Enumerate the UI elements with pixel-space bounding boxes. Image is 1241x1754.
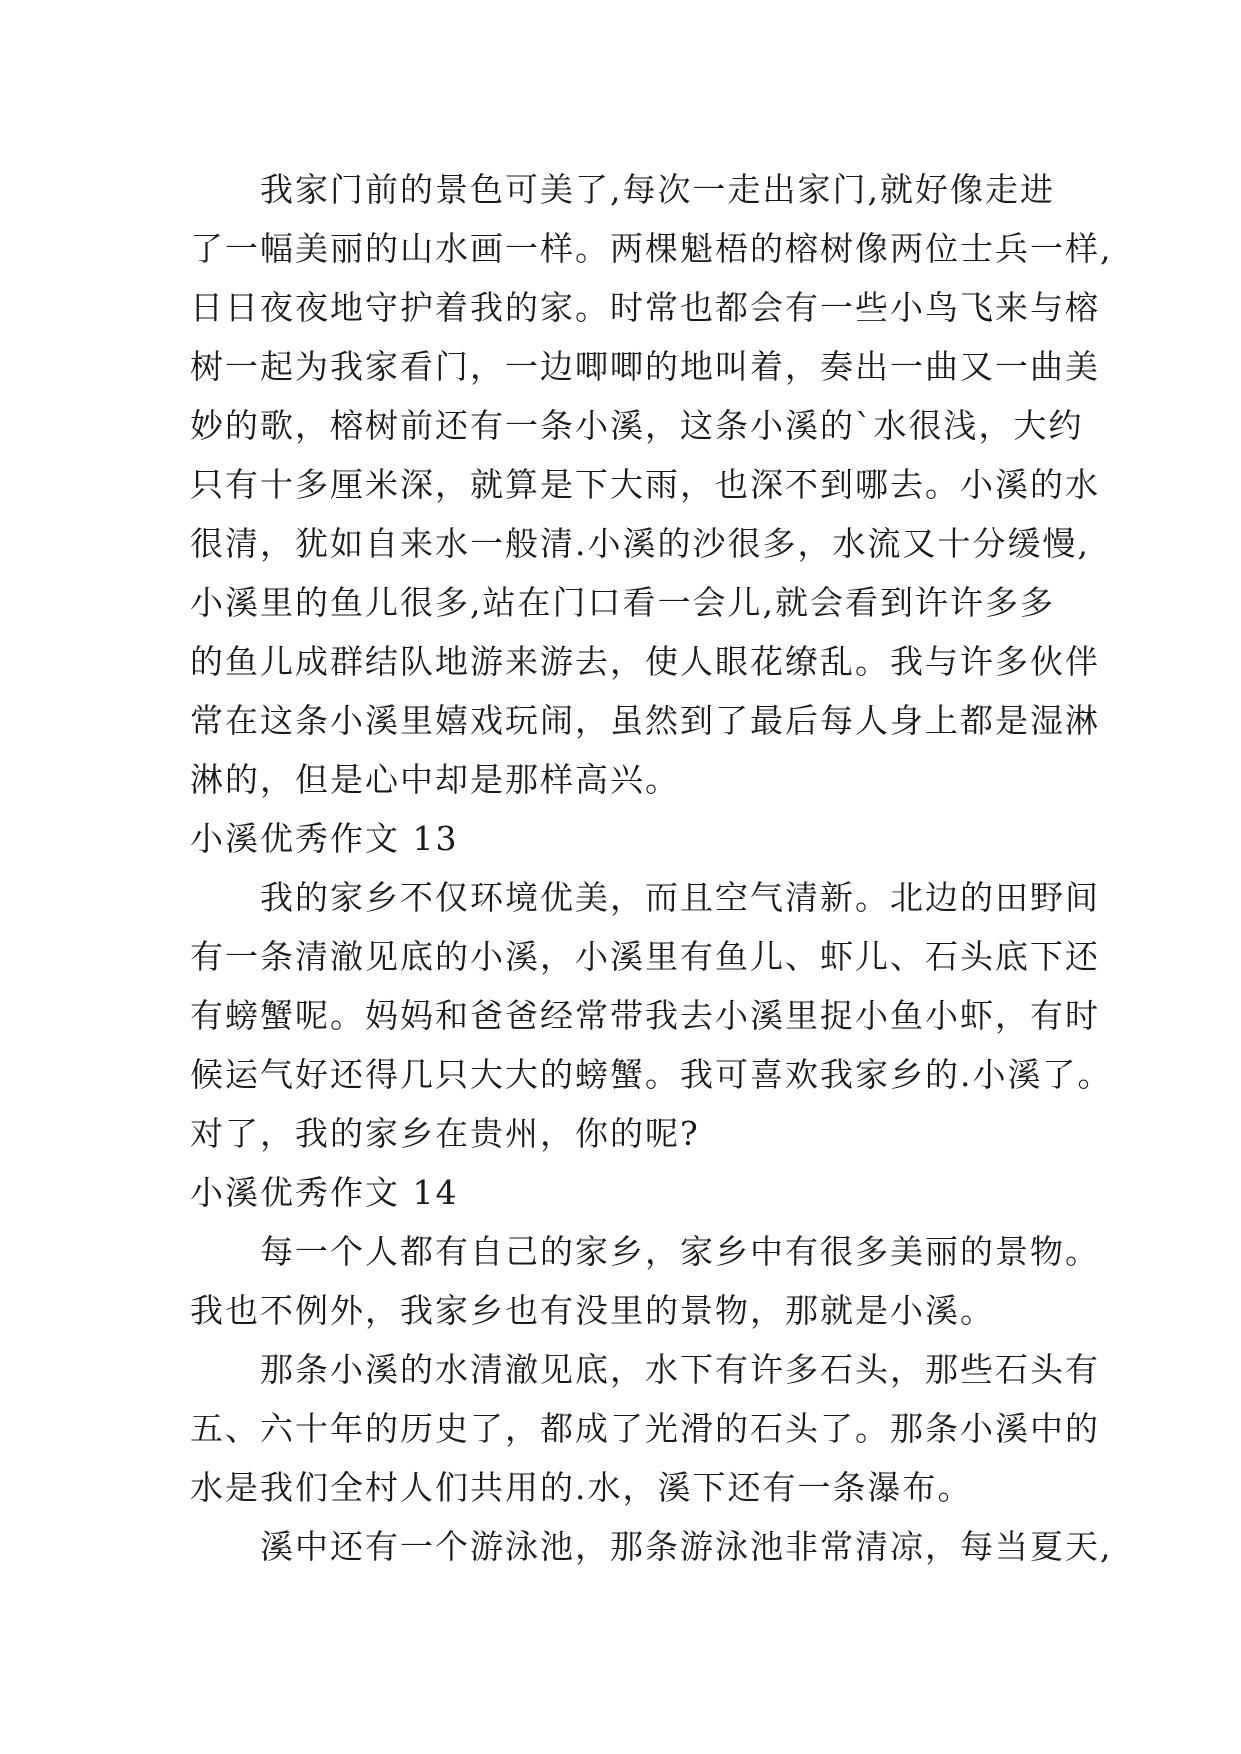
text-line: 很清，犹如自来水一般清.小溪的沙很多，水流又十分缓慢, [190, 524, 1090, 563]
text-line: 那条小溪的水清澈见底，水下有许多石头，那些石头有 [260, 1350, 1100, 1389]
text-line: 每一个人都有自己的家乡，家乡中有很多美丽的景物。 [260, 1232, 1100, 1271]
text-line: 妙的歌，榕树前还有一条小溪，这条小溪的`水很浅，大约 [190, 406, 1084, 445]
text-line: 溪中还有一个游泳池，那条游泳池非常清凉，每当夏天, [260, 1527, 1113, 1566]
section-heading: 小溪优秀作文 14 [190, 1173, 459, 1212]
text-line: 五、六十年的历史了，都成了光滑的石头了。那条小溪中的 [190, 1409, 1100, 1448]
text-line: 候运气好还得几只大大的螃蟹。我可喜欢我家乡的.小溪了。 [190, 1055, 1113, 1094]
text-line: 我的家乡不仅环境优美，而且空气清新。北边的田野间 [260, 878, 1100, 917]
text-line: 我家门前的景色可美了,每次一走出家门,就好像走进 [260, 170, 1055, 209]
section-heading: 小溪优秀作文 13 [190, 819, 459, 858]
text-line: 树一起为我家看门，一边唧唧的地叫着，奏出一曲又一曲美 [190, 347, 1100, 386]
text-line: 常在这条小溪里嬉戏玩闹，虽然到了最后每人身上都是湿淋 [190, 701, 1100, 740]
document-body [190, 160, 1113, 1576]
text-line: 的鱼儿成群结队地游来游去，使人眼花缭乱。我与许多伙伴 [190, 642, 1100, 681]
text-line: 淋的，但是心中却是那样高兴。 [190, 760, 680, 799]
text-line: 有一条清澈见底的小溪，小溪里有鱼儿、虾儿、石头底下还 [190, 937, 1100, 976]
text-line: 水是我们全村人们共用的.水，溪下还有一条瀑布。 [190, 1468, 973, 1507]
text-line: 有螃蟹呢。妈妈和爸爸经常带我去小溪里捉小鱼小虾，有时 [190, 996, 1100, 1035]
text-line: 了一幅美丽的山水画一样。两棵魁梧的榕树像两位士兵一样, [190, 229, 1113, 268]
text-line: 小溪里的鱼儿很多,站在门口看一会儿,就会看到许许多多 [190, 583, 1055, 622]
text-line: 日日夜夜地守护着我的家。时常也都会有一些小鸟飞来与榕 [190, 288, 1100, 327]
text-line: 只有十多厘米深，就算是下大雨，也深不到哪去。小溪的水 [190, 465, 1100, 504]
text-line: 对了，我的家乡在贵州，你的呢? [190, 1114, 700, 1153]
text-line: 我也不例外，我家乡也有没里的景物，那就是小溪。 [190, 1291, 995, 1330]
